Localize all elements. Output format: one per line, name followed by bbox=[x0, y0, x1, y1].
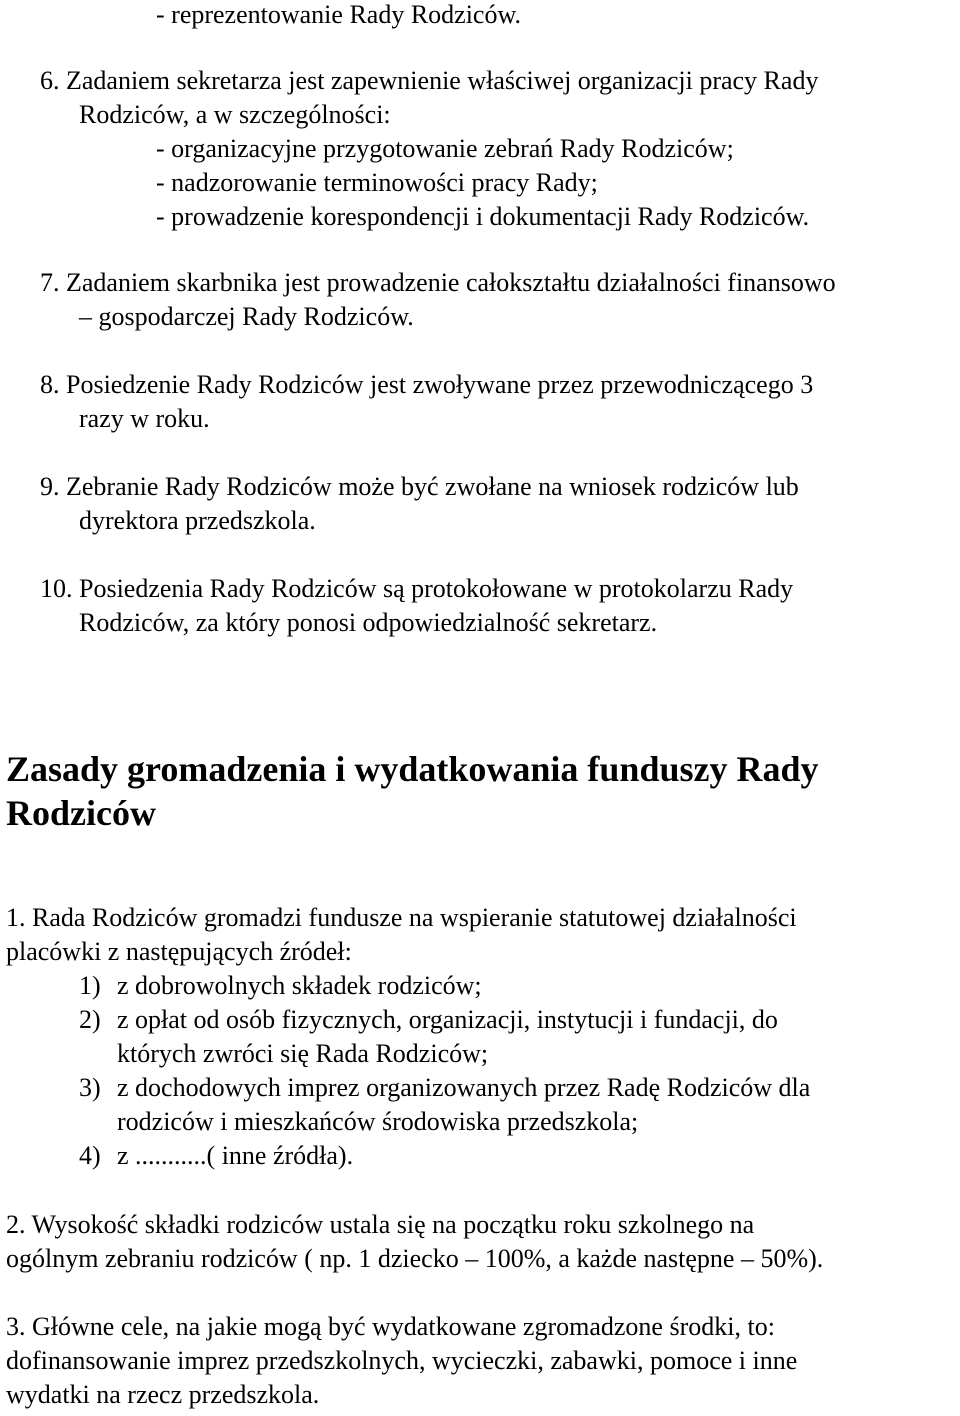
item-6-line-2: Rodziców, a w szczególności: bbox=[79, 100, 391, 129]
sources-list-item-2-cont: których zwróci się Rada Rodziców; bbox=[117, 1039, 489, 1068]
item-6-bullet-1: - organizacyjne przygotowanie zebrań Rady Rodziców; bbox=[156, 134, 734, 163]
item-6-line-1: 6. Zadaniem sekretarza jest zapewnienie właściwej organizacji pracy Rady bbox=[40, 66, 819, 95]
sources-list-item-1: z dobrowolnych składek rodziców; bbox=[117, 971, 482, 1000]
sources-list-item-3-cont: rodziców i mieszkańców środowiska przedszkola; bbox=[117, 1107, 639, 1136]
sources-list-num-3: 3) bbox=[79, 1073, 101, 1102]
item-6-bullet-3: - prowadzenie korespondencji i dokumentacji Rady Rodziców. bbox=[156, 202, 810, 231]
sources-list-item-3: z dochodowych imprez organizowanych przez Radę Rodziców dla bbox=[117, 1073, 811, 1102]
item-7-line-1: 7. Zadaniem skarbnika jest prowadzenie całokształtu działalności finansowo bbox=[40, 268, 836, 297]
item-10-line-2: Rodziców, za który ponosi odpowiedzialność sekretarz. bbox=[79, 608, 658, 637]
paragraph-3-line-3: wydatki na rzecz przedszkola. bbox=[6, 1380, 320, 1409]
sources-list-item-2: z opłat od osób fizycznych, organizacji, instytucji i fundacji, do bbox=[117, 1005, 778, 1034]
paragraph-2-line-2: ogólnym zebraniu rodziców ( np. 1 dziecko – 100%, a każde następne – 50%). bbox=[6, 1244, 824, 1273]
sources-list-num-4: 4) bbox=[79, 1141, 101, 1170]
item-8-line-1: 8. Posiedzenie Rady Rodziców jest zwoływane przez przewodniczącego 3 bbox=[40, 370, 814, 399]
section-heading-line-2: Rodziców bbox=[6, 793, 156, 833]
paragraph-3-line-1: 3. Główne cele, na jakie mogą być wydatkowane zgromadzone środki, to: bbox=[6, 1312, 775, 1341]
sources-list-num-1: 1) bbox=[79, 971, 101, 1000]
paragraph-2-line-1: 2. Wysokość składki rodziców ustala się na początku roku szkolnego na bbox=[6, 1210, 755, 1239]
item-7-line-2: – gospodarczej Rady Rodziców. bbox=[79, 302, 414, 331]
item-6-bullet-2: - nadzorowanie terminowości pracy Rady; bbox=[156, 168, 598, 197]
section-heading-line-1: Zasady gromadzenia i wydatkowania funduszy Rady bbox=[6, 749, 819, 789]
list-item-reprezentowanie: - reprezentowanie Rady Rodziców. bbox=[156, 0, 522, 29]
item-10-line-1: 10. Posiedzenia Rady Rodziców są protokołowane w protokolarzu Rady bbox=[40, 574, 794, 603]
paragraph-1-line-1: 1. Rada Rodziców gromadzi fundusze na wspieranie statutowej działalności bbox=[6, 903, 797, 932]
item-8-line-2: razy w roku. bbox=[79, 404, 210, 433]
sources-list-num-2: 2) bbox=[79, 1005, 101, 1034]
sources-list-item-4: z ...........( inne źródła). bbox=[117, 1141, 354, 1170]
paragraph-3-line-2: dofinansowanie imprez przedszkolnych, wycieczki, zabawki, pomoce i inne bbox=[6, 1346, 798, 1375]
paragraph-1-line-2: placówki z następujących źródeł: bbox=[6, 937, 352, 966]
item-9-line-1: 9. Zebranie Rady Rodziców może być zwołane na wniosek rodziców lub bbox=[40, 472, 799, 501]
item-9-line-2: dyrektora przedszkola. bbox=[79, 506, 316, 535]
